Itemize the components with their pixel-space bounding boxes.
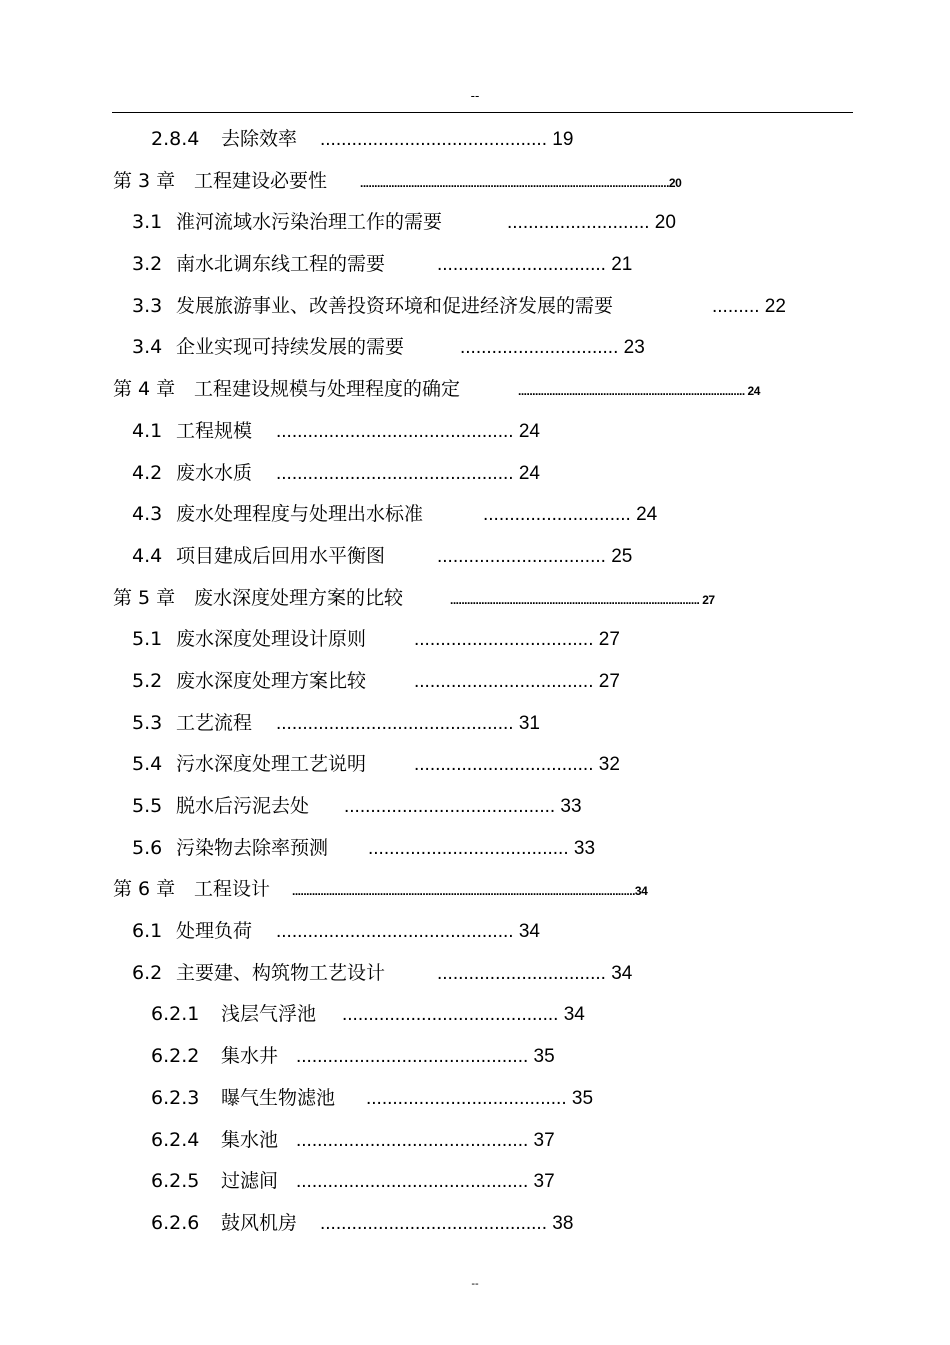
- toc-entry-title: 废水水质: [176, 461, 253, 484]
- toc-entry-number: 6.2.5: [151, 1170, 200, 1193]
- toc-entry-number: 6.2.1: [151, 1003, 200, 1026]
- toc-section-entry[interactable]: [0, 744, 950, 786]
- toc-chapter-entry[interactable]: [0, 578, 950, 620]
- toc-subsection-entry[interactable]: [0, 994, 950, 1036]
- toc-entry-number: 第 6 章: [113, 878, 176, 901]
- toc-entry-number: 第 4 章: [113, 378, 176, 401]
- toc-entry-number: 3.2: [132, 253, 163, 276]
- toc-entry-title: 淮河流域水污染治理工作的需要: [176, 211, 443, 234]
- toc-entry-number: 4.4: [132, 544, 163, 567]
- toc-entry-leader-and-page: ............................................ 37: [296, 1129, 555, 1151]
- toc-entry-number: 5.2: [132, 669, 163, 692]
- toc-entry-leader-and-page: ...................................... 33: [368, 837, 596, 859]
- toc-entry-leader-and-page: .................................. 32: [414, 754, 620, 776]
- toc-entry-title: 集水井: [221, 1045, 279, 1068]
- header-divider: [112, 112, 853, 113]
- toc-entry-title: 浅层气浮池: [221, 1003, 317, 1026]
- toc-entry-title: 废水深度处理方案的比较: [194, 586, 404, 609]
- toc-entry-leader-and-page: ................................ 34: [437, 962, 633, 984]
- toc-entry-leader-and-page: ........................................... 19: [320, 129, 574, 150]
- toc-entry-title: 曝气生物滤池: [221, 1086, 336, 1109]
- toc-entry-leader-and-page: ........................................................................................ 27: [450, 592, 715, 607]
- toc-section-entry[interactable]: [0, 453, 950, 495]
- toc-section-entry[interactable]: [0, 661, 950, 703]
- toc-section-entry[interactable]: [0, 327, 950, 369]
- toc-entry-number: 6.2.6: [151, 1211, 200, 1234]
- toc-entry-leader-and-page: ........................................ 33: [344, 796, 582, 817]
- toc-entry-number: 6.1: [132, 920, 163, 943]
- toc-entry-number: 4.1: [132, 419, 163, 442]
- toc-chapter-entry[interactable]: [0, 161, 950, 203]
- toc-entry-leader-and-page: ............................................ 35: [296, 1046, 555, 1068]
- toc-section-entry[interactable]: [0, 202, 950, 244]
- toc-chapter-entry[interactable]: [0, 369, 950, 411]
- toc-entry-number: 5.4: [132, 753, 163, 776]
- toc-entry-number: 4.3: [132, 503, 163, 526]
- toc-entry-leader-and-page: ................................................................................ 24: [518, 384, 760, 399]
- toc-entry-title: 废水深度处理设计原则: [176, 628, 367, 651]
- toc-entry-leader-and-page: .................................. 27: [414, 670, 620, 692]
- toc-entry-number: 5.6: [132, 836, 163, 859]
- toc-section-entry[interactable]: [0, 536, 950, 578]
- toc-entry-title: 处理负荷: [176, 920, 253, 943]
- toc-subsection-entry[interactable]: [0, 1203, 950, 1245]
- toc-entry-leader-and-page: ........................... 20: [507, 212, 676, 234]
- toc-entry-title: 主要建、构筑物工艺设计: [176, 961, 386, 984]
- toc-entry-title: 污染物去除率预测: [176, 836, 329, 859]
- toc-entry-number: 第 3 章: [113, 169, 176, 192]
- toc-entry-number: 3.4: [132, 336, 163, 359]
- toc-section-entry[interactable]: [0, 703, 950, 745]
- toc-entry-number: 3.1: [132, 211, 163, 234]
- toc-entry-leader-and-page: .............................. 23: [460, 337, 645, 359]
- toc-entry-title: 去除效率: [221, 128, 298, 150]
- page-footer-mark: --: [471, 1278, 479, 1290]
- toc-entry-leader-and-page: .........................................................................................................................34: [292, 884, 648, 899]
- toc-subsection-entry[interactable]: [0, 1161, 950, 1203]
- toc-entry-title: 项目建成后回用水平衡图: [176, 544, 386, 567]
- toc-entry-number: 3.3: [132, 294, 163, 317]
- toc-section-entry[interactable]: [0, 786, 950, 828]
- toc-entry-number: 6.2.2: [151, 1045, 200, 1068]
- toc-entry-leader-and-page: ................................ 21: [437, 254, 633, 276]
- toc-section-entry[interactable]: [0, 619, 950, 661]
- toc-entry-title: 工艺流程: [176, 711, 253, 734]
- toc-entry-number: 4.2: [132, 461, 163, 484]
- toc-section-entry[interactable]: [0, 244, 950, 286]
- toc-entry-number: 6.2: [132, 961, 163, 984]
- page-header-mark: --: [470, 88, 480, 103]
- toc-entry-title: 工程建设必要性: [194, 169, 328, 192]
- toc-subsection-entry[interactable]: [0, 1036, 950, 1078]
- toc-subsection-entry[interactable]: [0, 1120, 950, 1162]
- toc-entry-title: 南水北调东线工程的需要: [176, 253, 386, 276]
- toc-entry-title: 污水深度处理工艺说明: [176, 753, 367, 776]
- toc-entry-title: 工程规模: [176, 419, 253, 442]
- toc-section-entry[interactable]: [0, 494, 950, 536]
- toc-subsection-entry[interactable]: [0, 1078, 950, 1120]
- toc-entry-leader-and-page: .............................................................................................................20: [360, 175, 682, 190]
- toc-section-entry[interactable]: [0, 911, 950, 953]
- toc-entry-leader-and-page: ............................................ 37: [296, 1171, 555, 1193]
- toc-entry-leader-and-page: ............................................. 24: [276, 462, 540, 484]
- toc-entry-leader-and-page: ............................................. 34: [276, 921, 540, 943]
- toc-entry-title: 鼓风机房: [221, 1211, 298, 1234]
- toc-entry-leader-and-page: ........................................... 38: [320, 1212, 574, 1234]
- toc-entry-number: 第 5 章: [113, 586, 176, 609]
- toc-entry-number: 5.1: [132, 628, 163, 651]
- toc-entry-title: 工程建设规模与处理程度的确定: [194, 378, 461, 401]
- toc-entry-number: 2.8.4: [151, 128, 200, 150]
- toc-entry-title: 集水池: [221, 1128, 279, 1151]
- toc-entry-number: 6.2.4: [151, 1128, 200, 1151]
- toc-entry-title: 企业实现可持续发展的需要: [176, 336, 405, 359]
- toc-entry-number: 5.5: [132, 795, 163, 817]
- toc-section-entry[interactable]: [0, 286, 950, 328]
- toc-entry-title: 废水处理程度与处理出水标准: [176, 503, 424, 526]
- toc-entry-title: 工程设计: [194, 878, 271, 901]
- table-of-contents: [0, 119, 950, 1245]
- toc-chapter-entry[interactable]: [0, 869, 950, 911]
- toc-entry-title: 脱水后污泥去处: [176, 795, 310, 817]
- toc-entry-leader-and-page: ................................ 25: [437, 545, 633, 567]
- toc-section-entry[interactable]: [0, 411, 950, 453]
- toc-section-entry[interactable]: [0, 953, 950, 995]
- toc-entry-number: 5.3: [132, 711, 163, 734]
- toc-entry-leader-and-page: ......................................... 34: [342, 1004, 585, 1026]
- toc-entry-title: 发展旅游事业、改善投资环境和促进经济发展的需要: [176, 294, 614, 317]
- toc-entry-leader-and-page: .................................. 27: [414, 629, 620, 651]
- toc-entry-number: 6.2.3: [151, 1086, 200, 1109]
- toc-subsection-entry[interactable]: [0, 119, 950, 161]
- toc-entry-leader-and-page: ...................................... 35: [366, 1087, 594, 1109]
- toc-section-entry[interactable]: [0, 828, 950, 870]
- toc-entry-leader-and-page: ............................ 24: [483, 504, 658, 526]
- toc-entry-title: 过滤间: [221, 1170, 279, 1193]
- toc-entry-title: 废水深度处理方案比较: [176, 669, 367, 692]
- toc-entry-leader-and-page: ............................................. 31: [276, 712, 540, 734]
- toc-entry-leader-and-page: ......... 22: [712, 295, 786, 317]
- toc-entry-leader-and-page: ............................................. 24: [276, 420, 540, 442]
